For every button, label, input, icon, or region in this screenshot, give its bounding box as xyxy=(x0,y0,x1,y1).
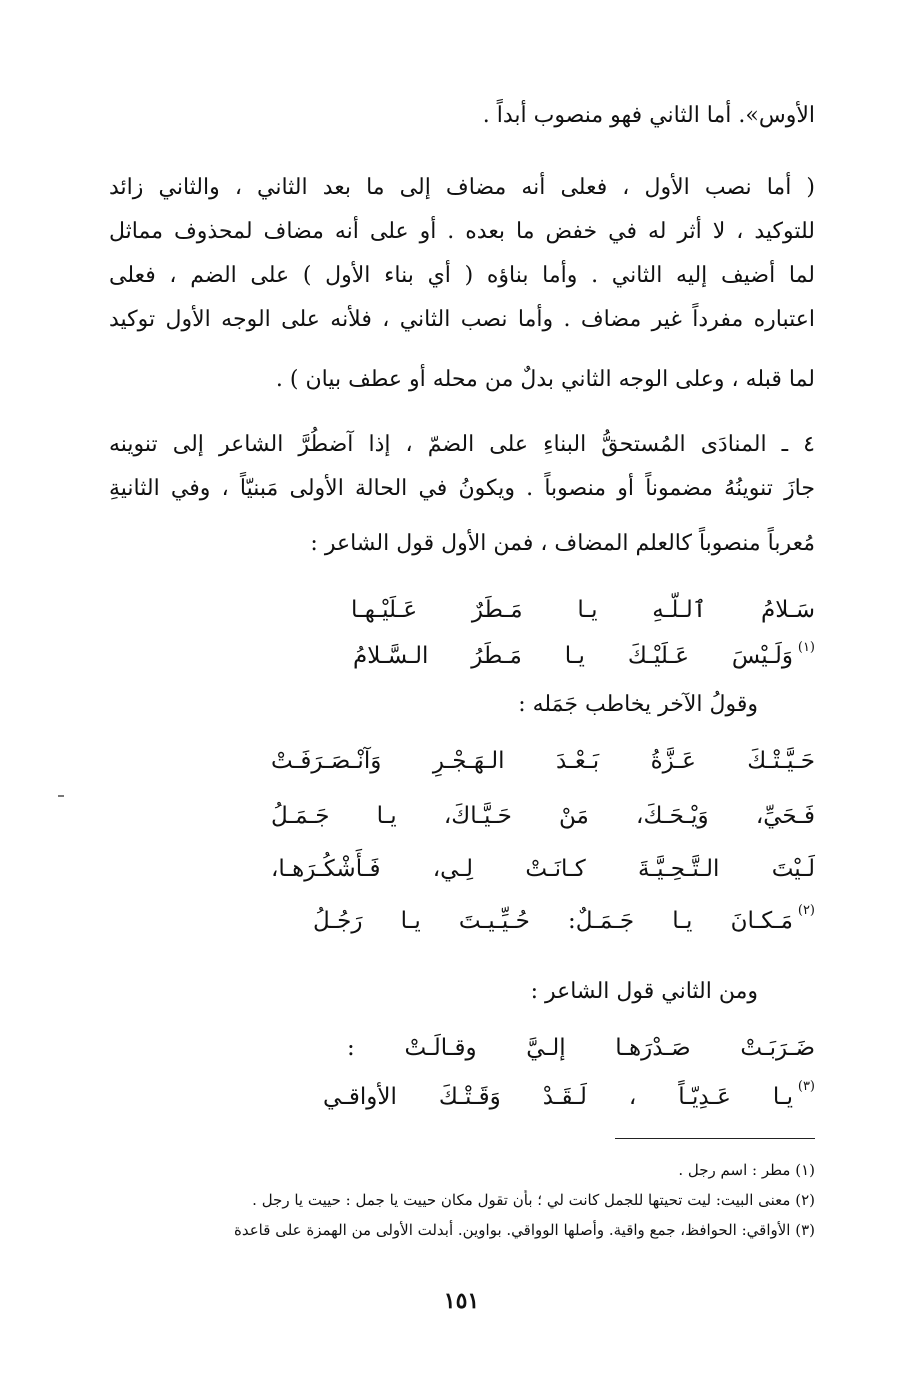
verse-line: ضَـرَبَـتْ صَـدْرَهـا إلـيَّ وقـالَـتْ : xyxy=(347,1035,815,1061)
page-number: ١٥١ xyxy=(443,1288,480,1314)
footnote: (٣) الأواقي: الحوافظ، جمع واقية. وأصلها الوواقي. بواوين. أبدلت الأولى من الهمزة على قاعدة xyxy=(234,1221,815,1239)
footnote-divider xyxy=(615,1138,815,1139)
paragraph-line: اعتباره مفرداً غير مضاف . وأما نصب الثاني ، فلأنه على الوجه الأول توكيد xyxy=(109,307,815,332)
verse-line: فَـحَيِّ، وَيْـحَـكَ، مَنْ حَـيَّـاكَ، يـا جَـمَـلُ xyxy=(271,803,815,829)
scan-speck xyxy=(58,795,64,797)
paragraph-line: للتوكيد ، لا أثر له في خفض ما بعده . أو على أنه مضاف لمحذوف مماثل xyxy=(109,219,815,244)
verse-line: وَلَـيْسَ عَـلَيْـكَ يـا مَـطَرُ الـسَّـلامُ xyxy=(353,643,793,669)
footnote-marker: (١) xyxy=(797,640,815,655)
verse-intro: ومن الثاني قول الشاعر : xyxy=(530,979,758,1004)
verse-line: يـا عَـدِيّـاً ، لَـقَـدْ وَقَـتْـكَ الأواقـي xyxy=(323,1084,793,1110)
footnote-marker: (٣) xyxy=(797,1079,815,1094)
verse-line: لَـيْتَ الـتَّـحِـيَّـةَ كـانَـتْ لِـي، فَـأَشْكُـرَهـا، xyxy=(271,856,815,882)
footnote-marker: (٢) xyxy=(797,903,815,918)
paragraph-line: ( أما نصب الأول ، فعلى أنه مضاف إلى ما بعد الثاني ، والثاني زائد xyxy=(109,175,815,200)
footnote: (٢) معنى البيت: ليت تحيتها للجمل كانت لي ؛ بأن تقول مكان حييت يا جمل : حييت يا رجل . xyxy=(252,1191,815,1209)
paragraph-line: الأوس». أما الثاني فهو منصوب أبداً . xyxy=(482,103,815,128)
paragraph-line: مُعرباً منصوباً كالعلم المضاف ، فمن الأول قول الشاعر : xyxy=(310,531,815,556)
paragraph-line: جازَ تنوينُهُ مضموناً أو منصوباً . ويكونُ في الحالة الأولى مَبنيّاً ، وفي الثانيةِ xyxy=(109,476,815,501)
verse-line: حَـيَّـتْـكَ عَـزَّةُ بَـعْـدَ الـهَـجْـرِ وَآنْـصَـرَفَـتْ xyxy=(271,748,815,774)
verse-line: مَـكـانَ يـا جَـمَـلٌ: حُـيِّـيـتَ يـا رَجُـلُ xyxy=(313,908,793,934)
paragraph-line: لما قبله ، وعلى الوجه الثاني بدلٌ من محله أو عطف بيان ) . xyxy=(275,367,815,392)
verse-intro: وقولُ الآخر يخاطب جَمَله : xyxy=(518,692,758,717)
footnote: (١) مطر : اسم رجل . xyxy=(678,1161,815,1179)
verse-line: سَـلامُ ٱلـلّـهِ يـا مَـطَرٌ عَـلَيْـهـا xyxy=(351,597,815,623)
paragraph-line: لما أضيف إليه الثاني . وأما بناؤه ( أي بناء الأول ) على الضم ، فعلى xyxy=(109,263,815,288)
paragraph-line: ٤ ـ المنادَى المُستحقُّ البناءِ على الضمّ ، إذا آضطُرَّ الشاعر إلى تنوينه xyxy=(109,432,815,457)
